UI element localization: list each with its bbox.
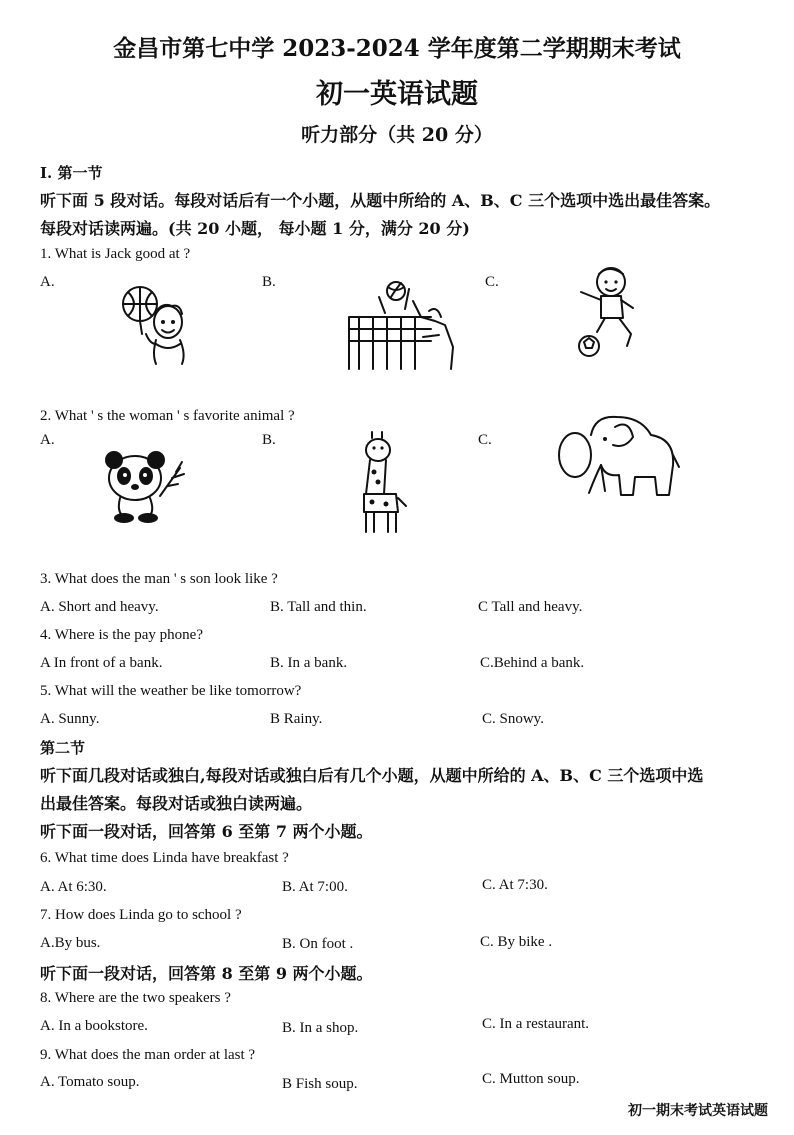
- q1-option-a: A.: [40, 274, 55, 290]
- q9-option-a: A. Tomato soup.: [40, 1074, 140, 1090]
- question-2: 2. What ' s the woman ' s favorite animal ?: [40, 408, 295, 424]
- q4-option-a: A In front of a bank.: [40, 655, 163, 671]
- soccer-boy-icon: [575, 262, 645, 362]
- footer-label: 初一期末考试英语试题: [628, 1103, 768, 1119]
- q3-option-c: C Tall and heavy.: [478, 599, 583, 615]
- q1-option-c: C.: [485, 274, 499, 290]
- question-6: 6. What time does Linda have breakfast ?: [40, 850, 289, 866]
- section2-instruction-1: 听下面几段对话或独白,每段对话或独白后有几个小题，从题中所给的 A、B、C 三个选项中选: [40, 766, 704, 785]
- q7-option-b: B. On foot .: [282, 936, 354, 952]
- question-1: 1. What is Jack good at ?: [40, 246, 191, 262]
- q5-option-a: A. Sunny.: [40, 711, 100, 727]
- question-8: 8. Where are the two speakers ?: [40, 990, 231, 1006]
- group-8-9-instruction: 听下面一段对话，回答第 8 至第 9 两个小题。: [40, 964, 373, 983]
- question-5: 5. What will the weather be like tomorrow?: [40, 683, 302, 699]
- subject-title: 初一英语试题: [316, 79, 478, 110]
- q4-option-c: C.Behind a bank.: [480, 655, 585, 671]
- part-title: 听力部分（共 20 分）: [301, 124, 493, 146]
- q5-option-b: B Rainy.: [270, 711, 323, 727]
- q6-option-c: C. At 7:30.: [482, 877, 548, 893]
- section2-instruction-2: 出最佳答案。每段对话或独白读两遍。: [40, 794, 313, 813]
- q5-option-c: C. Snowy.: [482, 711, 544, 727]
- q7-option-a: A.By bus.: [40, 935, 101, 951]
- question-3: 3. What does the man ' s son look like ?: [40, 571, 278, 587]
- volleyball-net-icon: [343, 277, 463, 372]
- section2-heading: 第二节: [40, 739, 86, 757]
- q2-option-c: C.: [478, 432, 492, 448]
- exam-title: 金昌市第七中学 2023-2024 学年度第二学期期末考试: [113, 35, 681, 62]
- q8-option-c: C. In a restaurant.: [482, 1016, 590, 1032]
- q1-option-b: B.: [262, 274, 276, 290]
- q7-option-c: C. By bike .: [480, 934, 553, 950]
- q9-option-b: B Fish soup.: [282, 1076, 358, 1092]
- q2-option-a: A.: [40, 432, 55, 448]
- section1-instruction-2: 每段对话读两遍。(共 20 小题， 每小题 1 分，满分 20 分): [40, 219, 470, 238]
- section1-instruction-1: 听下面 5 段对话。每段对话后有一个小题，从题中所给的 A、B、C 三个选项中选出最佳答案。: [40, 191, 721, 210]
- group-6-7-instruction: 听下面一段对话，回答第 6 至第 7 两个小题。: [40, 822, 373, 841]
- elephant-icon: [555, 405, 680, 505]
- basketball-boy-icon: [112, 282, 202, 372]
- q8-option-a: A. In a bookstore.: [40, 1018, 148, 1034]
- section1-heading: I. 第一节: [40, 164, 103, 182]
- question-4: 4. Where is the pay phone?: [40, 627, 204, 643]
- giraffe-icon: [352, 432, 408, 536]
- q3-option-a: A. Short and heavy.: [40, 599, 159, 615]
- q4-option-b: B. In a bank.: [270, 655, 348, 671]
- q9-option-c: C. Mutton soup.: [482, 1071, 580, 1087]
- q6-option-a: A. At 6:30.: [40, 879, 107, 895]
- q6-option-b: B. At 7:00.: [282, 879, 348, 895]
- q8-option-b: B. In a shop.: [282, 1020, 359, 1036]
- panda-icon: [100, 448, 192, 524]
- q2-option-b: B.: [262, 432, 276, 448]
- q3-option-b: B. Tall and thin.: [270, 599, 367, 615]
- question-7: 7. How does Linda go to school ?: [40, 907, 242, 923]
- question-9: 9. What does the man order at last ?: [40, 1047, 256, 1063]
